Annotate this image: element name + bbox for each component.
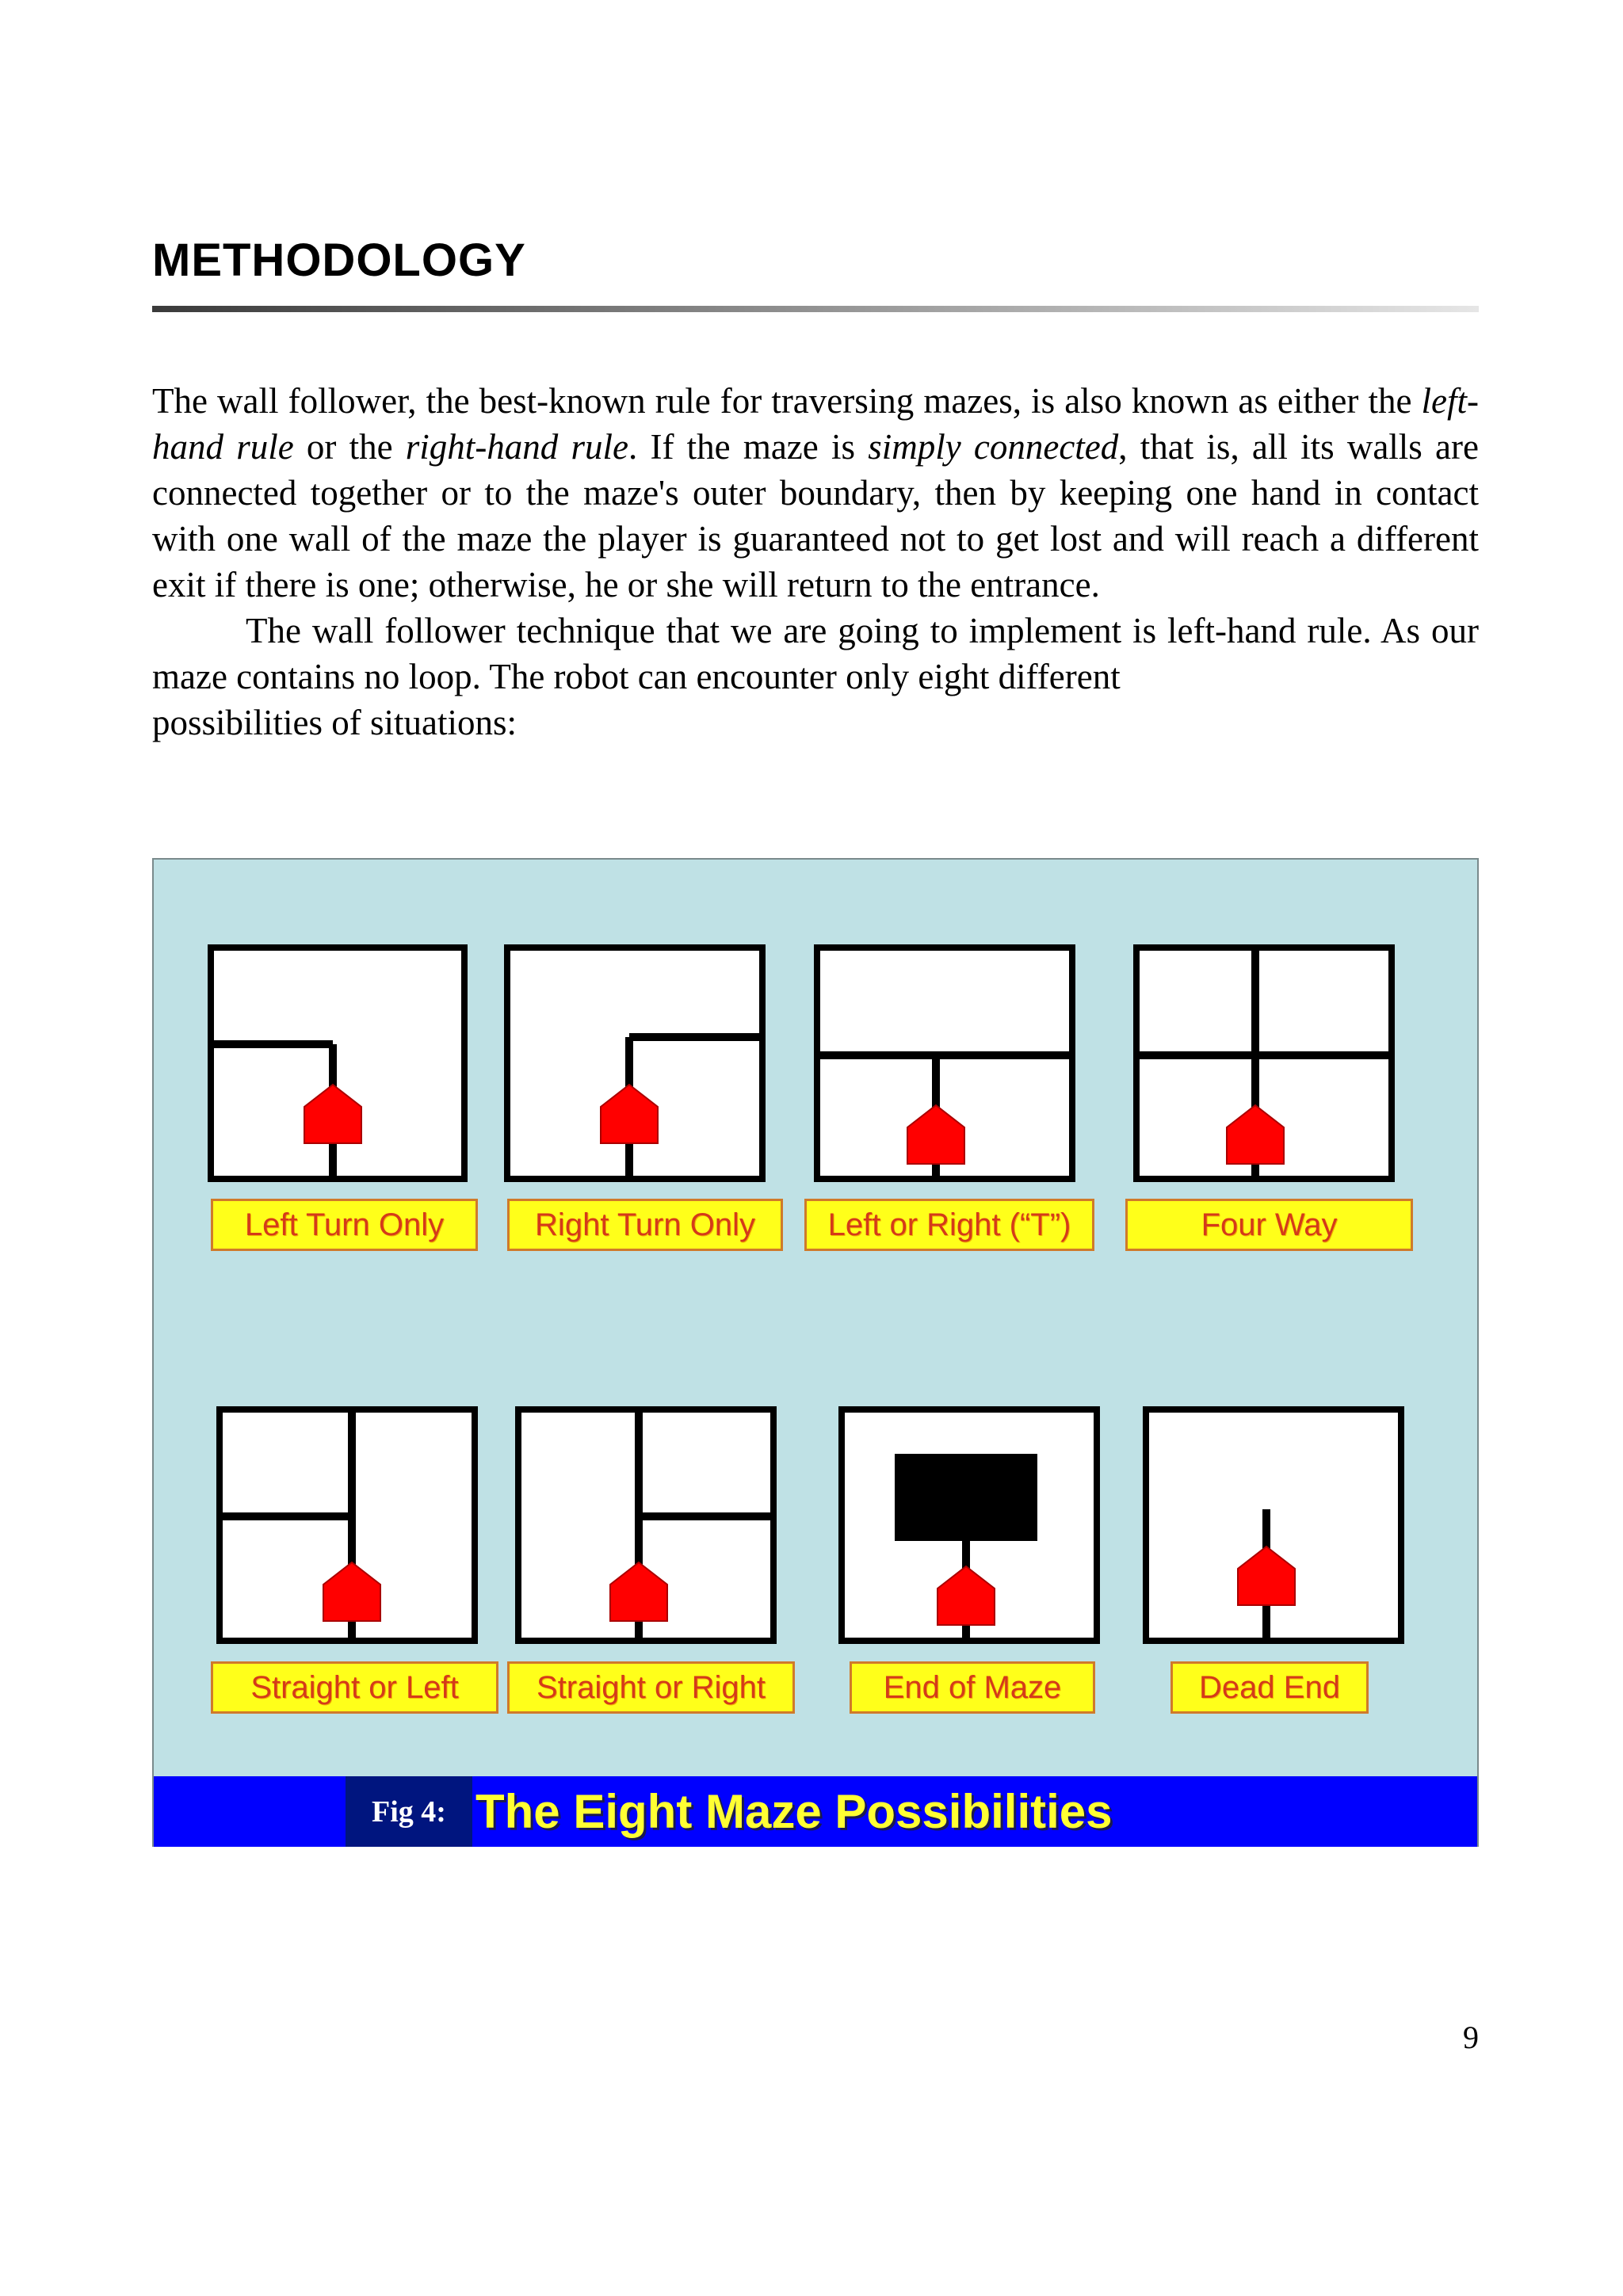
label-right-turn-only: Right Turn Only [507,1199,783,1251]
label-straight-or-left: Straight or Left [211,1661,498,1714]
maze-dead-end [1146,1409,1401,1641]
label-end-of-maze: End of Maze [850,1661,1095,1714]
figure-title: The Eight Maze Possibilities [475,1785,1113,1838]
maze-diagrams [154,860,1477,1776]
paragraph-wall-follower [152,378,1479,608]
paragraph-text: The wall follower, the best-known rule for traversing mazes, is also known as either the [152,381,1422,421]
maze-four-way [1136,948,1392,1179]
paragraph-technique [152,608,1479,746]
label-straight-or-right: Straight or Right [507,1661,795,1714]
maze-right-turn-only [507,948,762,1179]
maze-left-or-right [817,948,1072,1179]
term-right-hand-rule: right-hand rule [405,427,628,467]
maze-straight-or-left [220,1409,475,1641]
paragraph-text: possibilities of situations: [152,703,517,742]
paragraph-text: . If the maze is [628,427,869,467]
term-left-hand-rule: left-hand rule [152,381,1479,467]
paragraph-text: , that is, all its walls are connected together or to the maze's outer boundary, then by keeping one hand in contact with one wall of the maze the player is guaranteed not to get lost and will reach a different exit if there is one; otherwise, he or she will return to the entrance. [152,427,1479,605]
label-four-way: Four Way [1125,1199,1413,1251]
maze-possibilities-figure [152,858,1479,1847]
label-dead-end: Dead End [1170,1661,1369,1714]
label-left-turn-only: Left Turn Only [211,1199,478,1251]
label-left-or-right: Left or Right (“T”) [804,1199,1094,1251]
term-simply-connected: simply connected [868,427,1119,467]
figure-caption-bar [154,1776,1477,1847]
body-text [152,378,1479,746]
maze-left-turn-only [211,948,464,1179]
section-heading: METHODOLOGY [152,235,526,286]
maze-straight-or-right [518,1409,773,1641]
page-number: 9 [1463,2019,1479,2055]
figure-number: Fig 4: [346,1776,472,1847]
heading-underline [152,306,1479,312]
maze-exit-block [895,1454,1037,1541]
paragraph-text: or the [293,427,406,467]
paragraph-text: The wall follower technique that we are going to implement is left-hand rule. As our maze contains no loop. The robot can encounter only eight different [152,611,1479,696]
maze-end-of-maze [842,1409,1097,1641]
